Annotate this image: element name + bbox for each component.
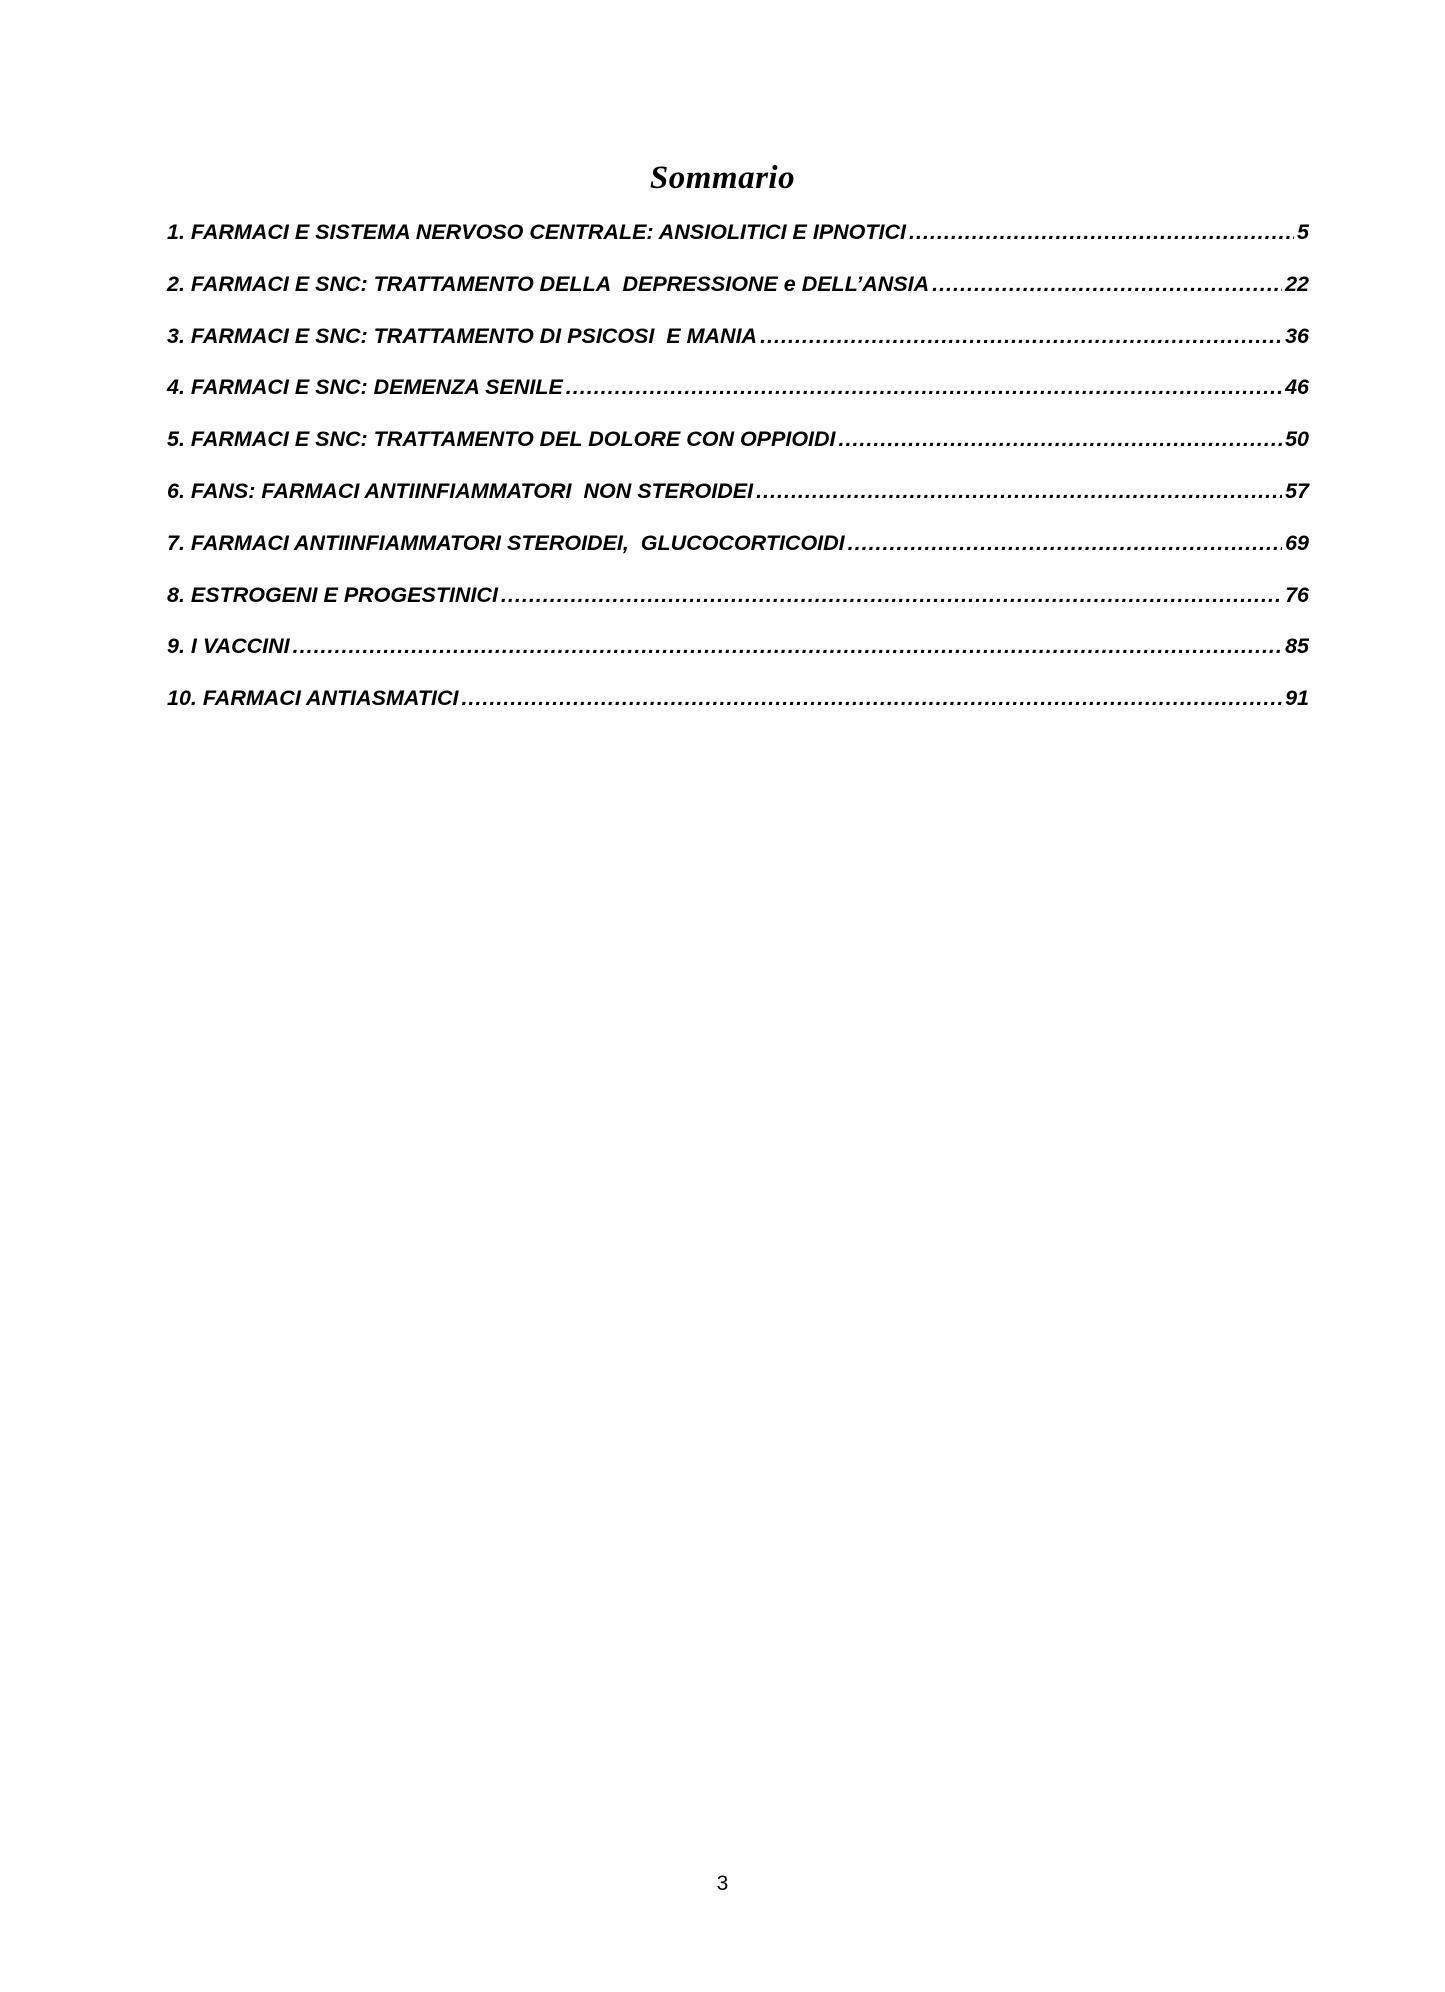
toc-leader-dots xyxy=(566,375,1282,400)
toc-leader-dots xyxy=(848,531,1282,556)
toc-entry-text: 1. FARMACI E SISTEMA NERVOSO CENTRALE: ANSIOLITICI E IPNOTICI xyxy=(167,220,907,244)
toc-leader-dots xyxy=(839,427,1283,452)
toc-entry-text: 9. I VACCINI xyxy=(167,634,290,659)
toc-entry-page: 22 xyxy=(1285,271,1309,296)
toc-entry[interactable] xyxy=(167,375,1309,427)
table-of-contents xyxy=(167,220,1309,738)
toc-entry-text: 8. ESTROGENI E PROGESTINICI xyxy=(167,582,498,607)
toc-entry-text: 7. FARMACI ANTIINFIAMMATORI STEROIDEI, GLUCOCORTICOIDI xyxy=(167,530,845,555)
toc-entry-page: 36 xyxy=(1285,323,1309,348)
toc-entry-page: 57 xyxy=(1285,478,1309,503)
toc-entry[interactable] xyxy=(167,427,1309,479)
toc-title: Sommario xyxy=(649,160,796,196)
toc-leader-dots xyxy=(501,583,1282,608)
toc-leader-dots xyxy=(909,220,1294,245)
page-number: 3 xyxy=(716,1872,729,1895)
toc-entry-page: 91 xyxy=(1285,686,1309,711)
toc-entry[interactable] xyxy=(167,583,1309,635)
toc-entry-page: 69 xyxy=(1285,530,1309,555)
toc-entry-text: 4. FARMACI E SNC: DEMENZA SENILE xyxy=(167,375,563,400)
toc-leader-dots xyxy=(756,479,1282,504)
toc-leader-dots xyxy=(461,686,1282,711)
toc-leader-dots xyxy=(293,634,1282,659)
toc-entry-text: 10. FARMACI ANTIASMATICI xyxy=(167,686,459,711)
toc-entry-page: 85 xyxy=(1285,634,1309,659)
toc-entry[interactable] xyxy=(167,479,1309,531)
toc-entry[interactable] xyxy=(167,272,1309,324)
toc-entry-page: 5 xyxy=(1297,220,1309,244)
toc-entry-page: 50 xyxy=(1285,427,1309,452)
toc-leader-dots xyxy=(760,324,1282,349)
toc-entry-page: 76 xyxy=(1285,582,1309,607)
toc-entry[interactable] xyxy=(167,531,1309,583)
toc-entry[interactable] xyxy=(167,220,1309,272)
toc-entry-text: 3. FARMACI E SNC: TRATTAMENTO DI PSICOSI E MANIA xyxy=(167,323,758,348)
toc-entry[interactable] xyxy=(167,634,1309,686)
toc-entry[interactable] xyxy=(167,324,1309,376)
toc-entry-text: 5. FARMACI E SNC: TRATTAMENTO DEL DOLORE CON OPPIOIDI xyxy=(167,427,836,452)
toc-leader-dots xyxy=(932,272,1282,297)
toc-entry[interactable] xyxy=(167,686,1309,738)
toc-entry-text: 6. FANS: FARMACI ANTIINFIAMMATORI NON STEROIDEI xyxy=(167,478,754,503)
toc-entry-text: 2. FARMACI E SNC: TRATTAMENTO DELLA DEPRESSIONE e DELL’ANSIA xyxy=(167,271,930,296)
toc-entry-page: 46 xyxy=(1285,375,1309,400)
